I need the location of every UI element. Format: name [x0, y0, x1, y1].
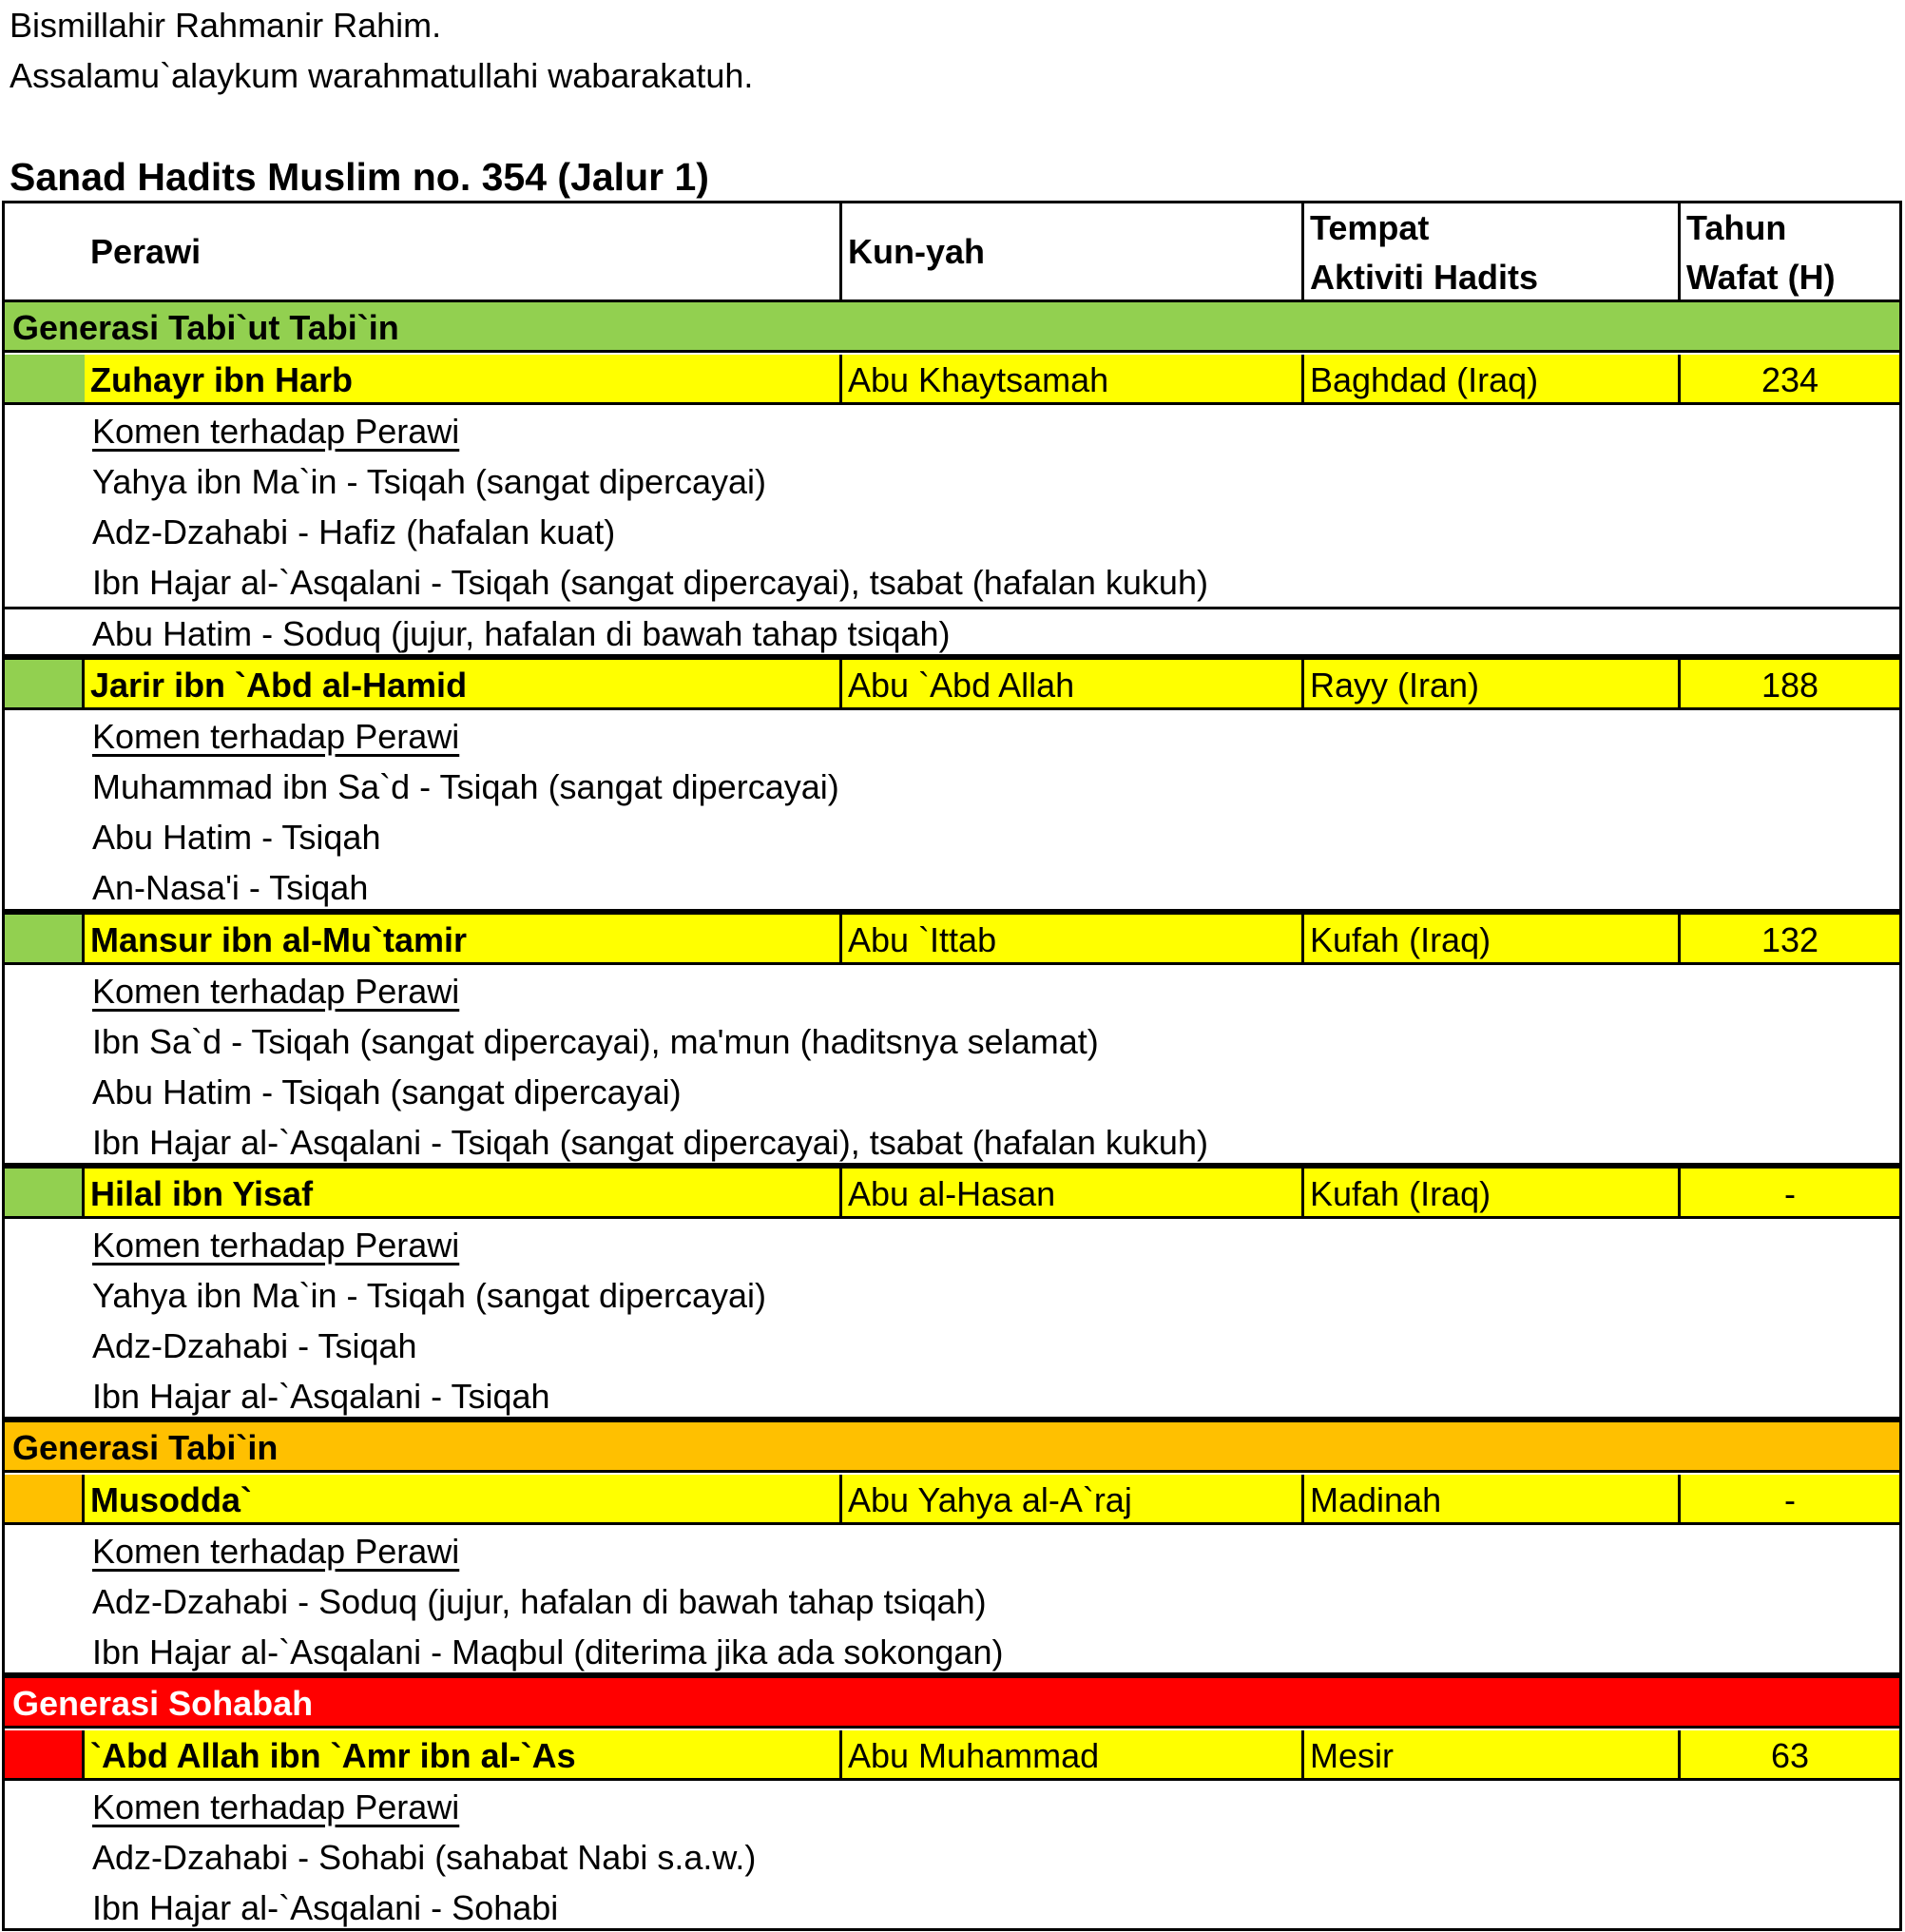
narrator-death-year: 234 — [1761, 360, 1819, 399]
narrator-death-year: - — [1784, 1480, 1796, 1519]
narrator-name: Zuhayr ibn Harb — [85, 355, 842, 402]
comment-line: Yahya ibn Ma`in - Tsiqah (sangat dipercayai) — [92, 1276, 767, 1315]
generation-marker — [5, 1475, 85, 1522]
comment-line: Adz-Dzahabi - Tsiqah — [92, 1326, 417, 1365]
header-tempat — [1304, 203, 1681, 299]
narrator-death-year: 63 — [1770, 1736, 1810, 1775]
narrator-row — [5, 915, 1899, 965]
comment-heading: Komen terhadap Perawi — [92, 412, 460, 451]
generation-tabiin: Generasi Tabi`in — [5, 1422, 1899, 1473]
narrator-place: Baghdad (Iraq) — [1304, 355, 1681, 402]
narrator-death-year: 188 — [1761, 666, 1819, 705]
table-header-row — [5, 203, 1899, 302]
comment-heading: Komen terhadap Perawi — [92, 1787, 460, 1826]
comment-line: Adz-Dzahabi - Soduq (jujur, hafalan di bawah tahap tsiqah) — [92, 1582, 987, 1621]
comment-line: Yahya ibn Ma`in - Tsiqah (sangat dipercayai) — [92, 462, 767, 501]
intro-line-1: Bismillahir Rahmanir Rahim. — [10, 6, 442, 45]
header-tahun-line1: Tahun — [1686, 208, 1787, 247]
narrator-place: Kufah (Iraq) — [1304, 915, 1681, 962]
narrator-name: Mansur ibn al-Mu`tamir — [85, 915, 842, 962]
generation-tabiut-tabiin: Generasi Tabi`ut Tabi`in — [5, 302, 1899, 353]
sanad-table — [2, 201, 1902, 1931]
comment-heading: Komen terhadap Perawi — [92, 1532, 460, 1571]
comment-line: Muhammad ibn Sa`d - Tsiqah (sangat dipercayai) — [92, 767, 839, 806]
comment-line: Ibn Sa`d - Tsiqah (sangat dipercayai), ma'mun (haditsnya selamat) — [92, 1022, 1099, 1061]
narrator-row — [5, 1475, 1899, 1525]
comment-line: Ibn Hajar al-`Asqalani - Sohabi — [92, 1888, 559, 1927]
comment-line: Ibn Hajar al-`Asqalani - Maqbul (diterima jika ada sokongan) — [92, 1633, 1004, 1671]
generation-marker — [5, 1730, 85, 1778]
comment-line: Adz-Dzahabi - Hafiz (hafalan kuat) — [92, 512, 616, 551]
comment-line: Abu Hatim - Tsiqah (sangat dipercayai) — [92, 1072, 682, 1111]
narrator-kunyah: Abu `Abd Allah — [842, 660, 1304, 707]
narrator-place: Madinah — [1304, 1475, 1681, 1522]
narrator-place: Rayy (Iran) — [1304, 660, 1681, 707]
header-kunyah: Kun-yah — [842, 203, 1304, 299]
comment-line: Ibn Hajar al-`Asqalani - Tsiqah (sangat dipercayai), tsabat (hafalan kukuh) — [92, 563, 1208, 602]
header-tempat-line1: Tempat — [1310, 208, 1430, 247]
intro-line-2: Assalamu`alaykum warahmatullahi wabarakatuh. — [10, 56, 754, 95]
comment-line: Abu Hatim - Soduq (jujur, hafalan di bawah tahap tsiqah) — [92, 614, 951, 653]
narrator-name: Musodda` — [85, 1475, 842, 1522]
narrator-death-year: 132 — [1761, 920, 1819, 959]
narrator-kunyah: Abu `Ittab — [842, 915, 1304, 962]
generation-sohabah: Generasi Sohabah — [5, 1678, 1899, 1729]
narrator-kunyah: Abu Yahya al-A`raj — [842, 1475, 1304, 1522]
header-tempat-line2: Aktiviti Hadits — [1310, 258, 1539, 297]
narrator-place: Mesir — [1304, 1730, 1681, 1778]
comment-line: Ibn Hajar al-`Asqalani - Tsiqah — [92, 1377, 550, 1416]
comment-line: Abu Hatim - Tsiqah — [92, 818, 381, 857]
generation-marker — [5, 915, 85, 962]
narrator-kunyah: Abu Muhammad — [842, 1730, 1304, 1778]
narrator-name: Jarir ibn `Abd al-Hamid — [85, 660, 842, 707]
narrator-row — [5, 1169, 1899, 1219]
comment-line: Ibn Hajar al-`Asqalani - Tsiqah (sangat dipercayai), tsabat (hafalan kukuh) — [92, 1123, 1208, 1162]
narrator-row — [5, 660, 1899, 710]
narrator-death-year: - — [1784, 1174, 1796, 1213]
comment-heading: Komen terhadap Perawi — [92, 972, 460, 1011]
narrator-name: `Abd Allah ibn `Amr ibn al-`As — [85, 1730, 842, 1778]
narrator-row — [5, 355, 1899, 405]
comment-heading: Komen terhadap Perawi — [92, 1226, 460, 1265]
generation-marker — [5, 355, 85, 402]
comment-line: Adz-Dzahabi - Sohabi (sahabat Nabi s.a.w.) — [92, 1838, 757, 1877]
header-perawi: Perawi — [5, 203, 842, 299]
header-tahun — [1681, 203, 1899, 299]
page-title: Sanad Hadits Muslim no. 354 (Jalur 1) — [10, 155, 709, 199]
generation-marker — [5, 660, 85, 707]
narrator-kunyah: Abu al-Hasan — [842, 1169, 1304, 1216]
narrator-row — [5, 1730, 1899, 1781]
narrator-kunyah: Abu Khaytsamah — [842, 355, 1304, 402]
header-tahun-line2: Wafat (H) — [1686, 258, 1836, 297]
comment-line: An-Nasa'i - Tsiqah — [92, 868, 369, 907]
narrator-place: Kufah (Iraq) — [1304, 1169, 1681, 1216]
generation-marker — [5, 1169, 85, 1216]
narrator-name: Hilal ibn Yisaf — [85, 1169, 842, 1216]
comment-heading: Komen terhadap Perawi — [92, 717, 460, 756]
